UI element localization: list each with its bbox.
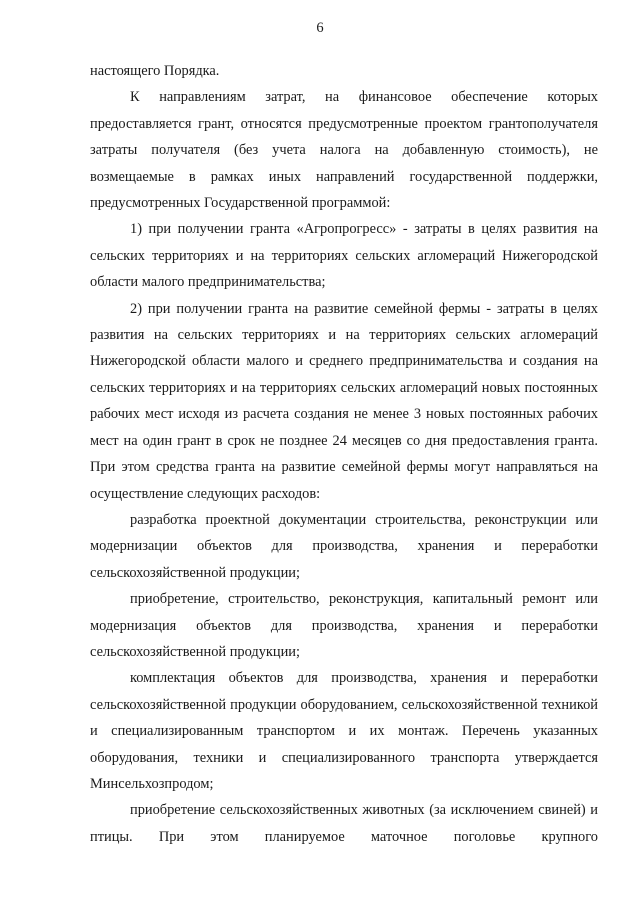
page-number: 6 xyxy=(316,20,324,36)
paragraph: разработка проектной документации строительства, реконструкции или модернизации объектов для производства, хранения и переработки сельскохозяйственной продукции; xyxy=(90,511,598,581)
paragraph: К направлениям затрат, на финансовое обеспечение которых предоставляется грант, относятся предусмотренные проектом грантополучателя затраты получателя (без учета налога на добавленную стоимость), не возмещаемые в рамках иных направлений государственной поддержки, предусмотренных Государственной программой: xyxy=(90,89,598,212)
document-body xyxy=(90,58,598,850)
paragraph: 1) при получении гранта «Агропрогресс» - затраты в целях развития на сельских территориях и на территориях сельских агломераций Нижегородской области малого предпринимательства; xyxy=(90,221,598,291)
paragraph-last: приобретение сельскохозяйственных животных (за исключением свиней) и птицы. При этом планируемое маточное поголовье крупного xyxy=(90,802,598,845)
paragraph: приобретение, строительство, реконструкция, капитальный ремонт или модернизация объектов для производства, хранения и переработки сельскохозяйственной продукции; xyxy=(90,591,598,660)
paragraph: комплектация объектов для производства, хранения и переработки сельскохозяйственной продукции оборудованием, сельскохозяйственной техникой и специализированным транспортом и их монтаж. Перечень указанных оборудования, техники и специализированного транспорта утверждается Минсельхозпродом; xyxy=(90,670,598,792)
paragraph: 2) при получении гранта на развитие семейной фермы - затраты в целях развития на сельских территориях и на территориях сельских агломераций Нижегородской области малого и среднего предпринимательства и создания на сельских территориях и на территориях сельских агломераций новых постоянных рабочих мест исходя из расчета создания не менее 3 новых постоянных рабочих мест на один грант в срок не позднее 24 месяцев со дня предоставления гранта. При этом средства гранта на развитие семейной фермы могут направляться на осуществление следующих расходов: xyxy=(90,300,598,502)
paragraph: настоящего Порядка. xyxy=(90,63,220,79)
